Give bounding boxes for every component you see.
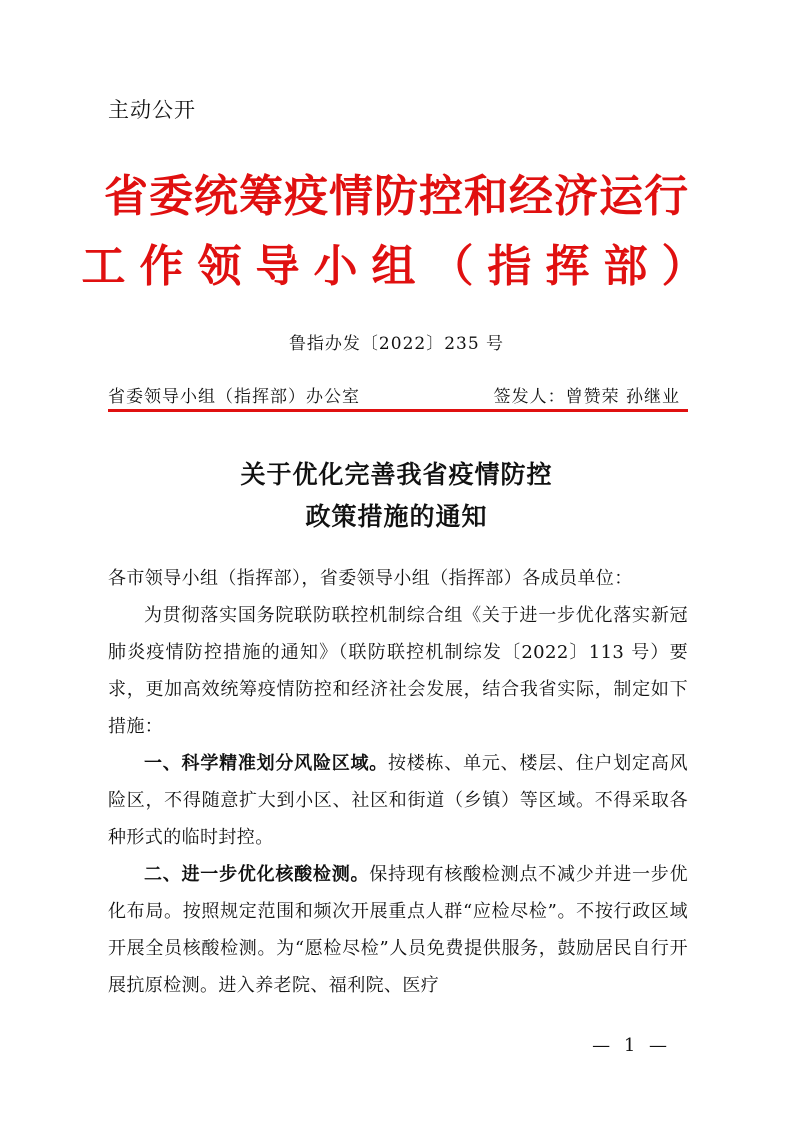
section-2-text: 保持现有核酸检测点不减少并进一步优化布局。按照规定范围和频次开展重点人群“应检尽检”。不按行政区域开展全员核酸检测。为“愿检尽检”人员免费提供服务，鼓励居民自行开展抗原检测。进入养老院、福利院、医疗 [108, 864, 688, 996]
signers: 签发人：曾赞荣 孙继业 [493, 387, 680, 407]
issuing-office: 省委领导小组（指挥部）办公室 [108, 387, 360, 407]
public-disclosure-tag: 主动公开 [108, 98, 196, 122]
section-1-heading: 一、科学精准划分风险区域。 [144, 753, 389, 774]
paragraph-intro: 为贯彻落实国务院联防联控机制综合组《关于进一步优化落实新冠肺炎疫情防控措施的通知》（联防联控机制综发〔2022〕113 号）要求，更加高效统筹疫情防控和经济社会发展，结合我省实际，制定如下措施： [108, 605, 688, 737]
red-header-title-line1: 省委统筹疫情防控和经济运行 [104, 171, 689, 222]
document-number: 鲁指办发〔2022〕235 号 [288, 334, 505, 354]
page-number: — 1 — [592, 1035, 671, 1056]
section-2-heading: 二、进一步优化核酸检测。 [144, 864, 370, 885]
document-title-line1: 关于优化完善我省疫情防控 [240, 460, 553, 489]
red-divider-line [108, 409, 688, 412]
document-title-line2: 政策措施的通知 [305, 502, 488, 531]
issuer-row [108, 382, 688, 410]
section-1-text: 按楼栋、单元、楼层、住户划定高风险区，不得随意扩大到小区、社区和街道（乡镇）等区域。不得采取各种形式的临时封控。 [108, 753, 688, 848]
red-header-title-line2: 工作领导小组（指挥部） [81, 241, 720, 292]
salutation: 各市领导小组（指挥部），省委领导小组（指挥部）各成员单位： [108, 568, 633, 589]
paragraph-section-2 [108, 856, 688, 1004]
paragraph-section-1 [108, 745, 688, 856]
